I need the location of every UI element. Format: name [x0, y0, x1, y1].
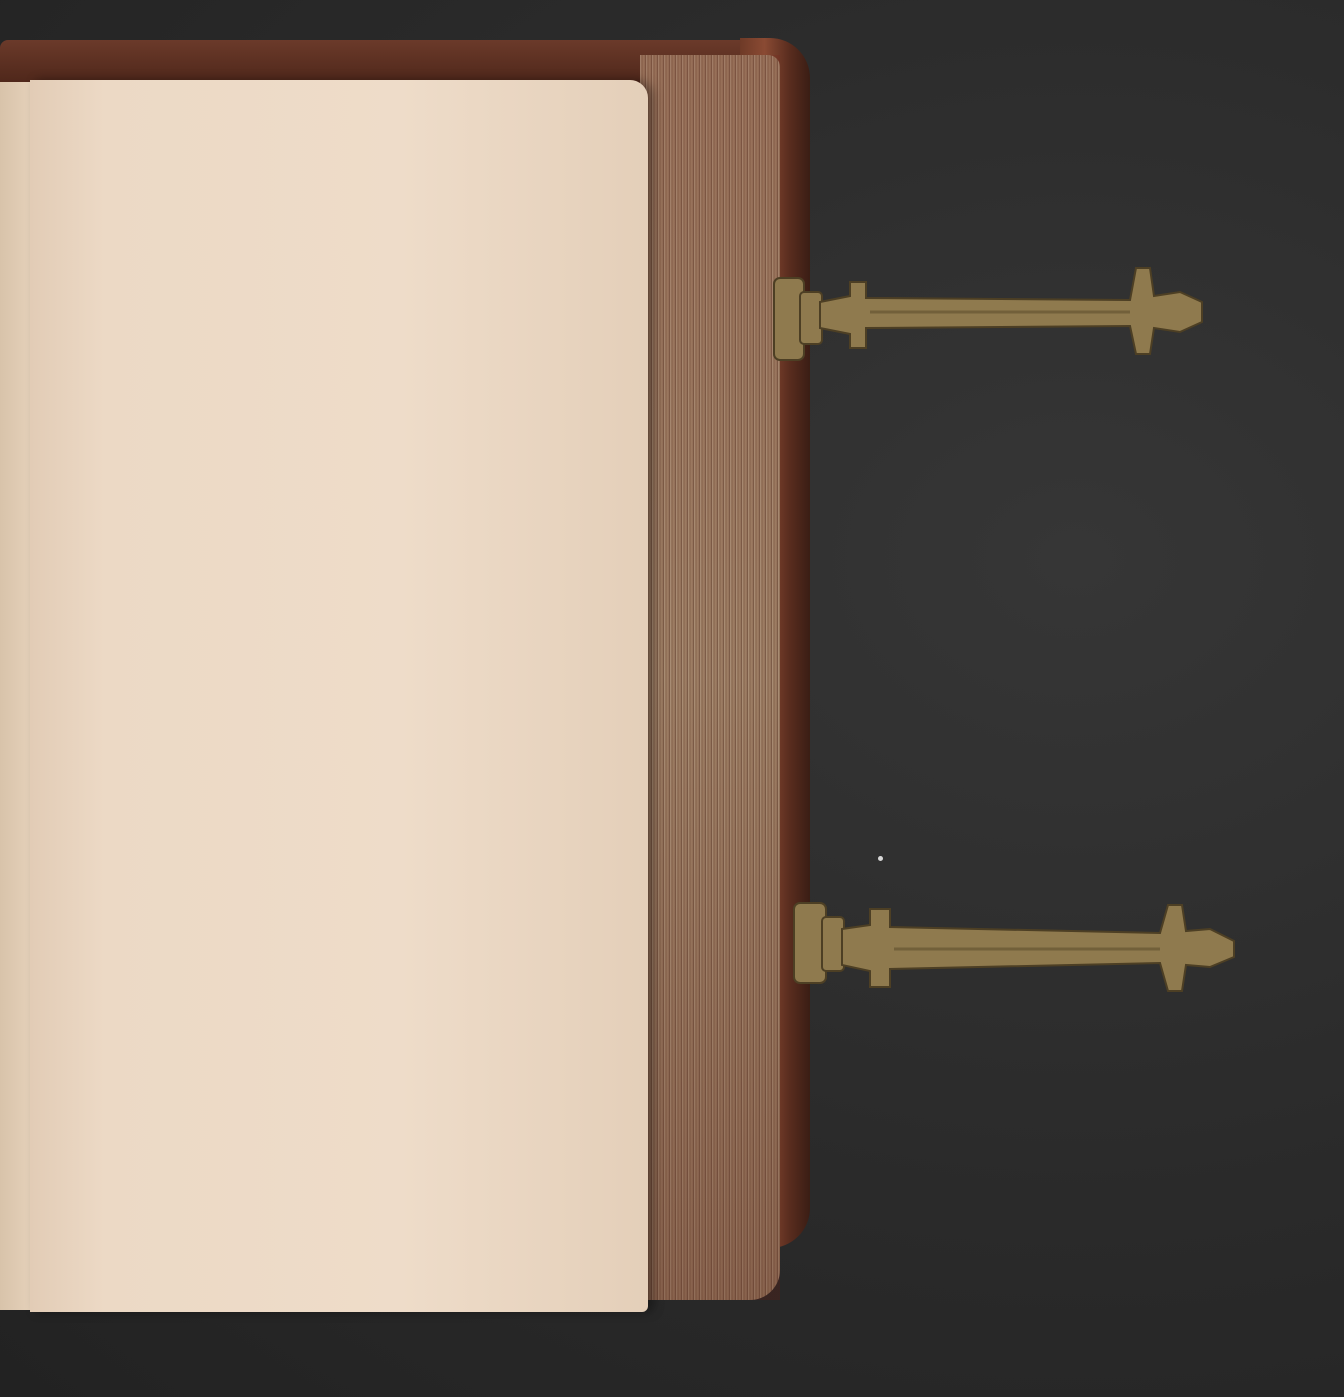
right-page	[30, 80, 648, 1312]
upper-clasp-icon	[770, 262, 1210, 374]
left-page-fragment	[0, 82, 34, 1310]
lower-clasp-icon	[790, 895, 1240, 1007]
page-edges	[640, 55, 780, 1300]
dust-speck	[878, 856, 883, 861]
